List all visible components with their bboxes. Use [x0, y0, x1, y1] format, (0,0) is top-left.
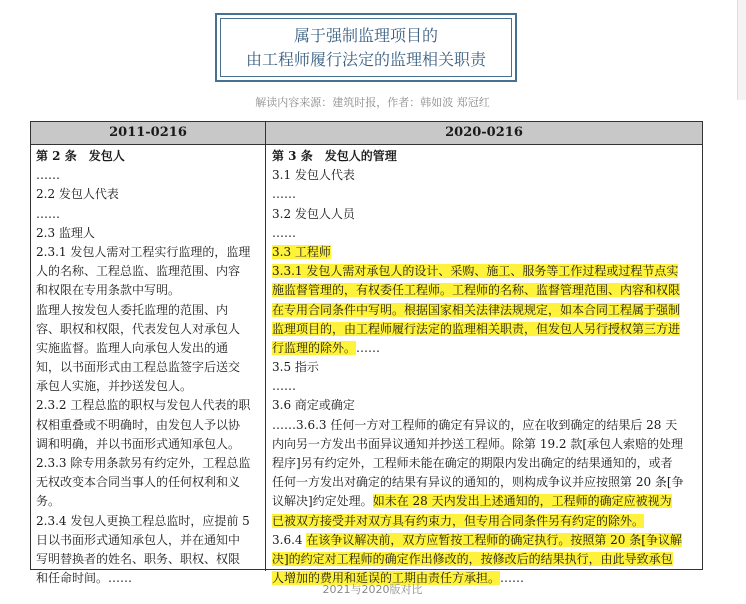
left-text-line: …… — [36, 168, 60, 183]
page-scrollbar[interactable] — [737, 0, 746, 100]
title-inner-frame — [220, 18, 512, 77]
left-text-line: 2.2 发包人代表 — [36, 187, 119, 202]
highlighted-text: 行监理的除外。 — [272, 340, 357, 355]
title-box — [215, 13, 517, 82]
left-text-line: 2.3.1 发包人需对工程实行监理的，监理 — [36, 244, 251, 259]
highlighted-text: 3.3 工程师 — [272, 244, 331, 259]
right-text-line — [272, 377, 700, 396]
right-text-line — [272, 205, 700, 224]
left-text-line: 和权限在专用条款中写明。 — [36, 283, 181, 298]
right-text-line — [272, 243, 700, 262]
highlighted-text: 决]的约定对工程师的确定作出修改的，按修改后的结果执行，由此导致承包 — [272, 551, 673, 566]
plain-text: ……3.6.3 任何一方对工程师的确定有异议的，应在收到确定的结果后 28 天 — [272, 417, 678, 432]
column-divider — [265, 122, 266, 571]
left-text-line: 和任命时间。…… — [36, 571, 133, 586]
left-text-line: 2.3 监理人 — [36, 225, 95, 240]
left-text-line: 监理人按发包人委托监理的范围、内 — [36, 302, 229, 317]
right-text-line — [272, 320, 700, 339]
plain-text: 3.2 发包人人员 — [272, 206, 355, 221]
plain-text: …… — [272, 187, 296, 202]
highlighted-text: 人增加的费用和延误的工期由责任方承担。 — [272, 571, 501, 586]
left-text-line: 人的名称、工程总监、监理范围、内容 — [36, 264, 241, 279]
right-text-line — [272, 531, 700, 550]
left-text-line: 知，以书面形式由工程总监签字后送交 — [36, 360, 241, 375]
highlighted-text: 已被双方接受并对双方具有约束力，但专用合同条件另有约定的除外。 — [272, 513, 645, 528]
left-text-line: 实施监督。监理人向承包人发出的通 — [36, 340, 229, 355]
right-text-line — [272, 454, 700, 473]
right-text-line — [272, 185, 700, 204]
plain-text: …… — [356, 340, 381, 355]
highlighted-text: 监理项目的，由工程师履行法定的监理相关职责，但发包人另行授权第三方进 — [272, 321, 681, 336]
plain-text: 3.6.4 — [272, 532, 307, 547]
right-text-line — [272, 435, 700, 454]
left-text-line: 写明替换者的姓名、职务、职权、权限 — [36, 551, 241, 566]
right-text-line — [272, 512, 700, 531]
header-right-2020: 2020-0216 — [445, 125, 523, 140]
right-text-line — [272, 339, 700, 358]
plain-text: 任何一方发出对确定的结果有异议的通知的，则构成争议并应按照第 20 条[争 — [272, 475, 684, 490]
figure-caption: 2021与2020版对比 — [322, 583, 423, 596]
title-line-1: 属于强制监理项目的 — [293, 25, 438, 45]
comparison-table — [30, 121, 703, 586]
right-text-line — [272, 262, 700, 281]
left-text-line: 务。 — [36, 494, 61, 509]
table-header-row — [31, 122, 702, 145]
left-text-line: 2.3.3 除专用条款另有约定外，工程总监 — [36, 456, 251, 470]
plain-text: …… — [500, 571, 525, 586]
left-text-line: 调和明确，并以书面形式通知承包人。 — [36, 436, 241, 451]
right-text-line — [272, 301, 700, 320]
right-text-line — [272, 358, 700, 377]
right-text-line — [272, 416, 700, 435]
left-column-2011-text — [36, 147, 260, 588]
right-text-line — [272, 492, 700, 511]
left-text-line: 日以书面形式通知承包人，并在通知中 — [36, 532, 241, 547]
source-note: 解读内容来源：建筑时报，作者：韩如波 郑冠红 — [255, 96, 490, 109]
plain-text: 议解决]约定处理。 — [272, 494, 373, 509]
title-line-2: 由工程师履行法定的监理相关职责 — [245, 49, 486, 69]
plain-text: 第 3 条 发包人的管理 — [272, 149, 397, 163]
right-text-line — [272, 166, 700, 185]
right-text-line — [272, 550, 700, 569]
left-text-line: 容、职权和权限，代表发包人对承包人 — [36, 321, 241, 336]
plain-text: 3.6 商定或确定 — [272, 398, 355, 413]
highlighted-text: 3.3.1 发包人需对承包人的设计、采购、施工、服务等工作过程或过程节点实 — [272, 264, 679, 279]
highlighted-text: 如未在 28 天内发出上述通知的，工程师的确定应被视为 — [372, 494, 672, 509]
highlighted-text: 在专用合同条件中写明。根据国家相关法律法规规定，如本合同工程属于强制 — [272, 302, 681, 317]
plain-text: 内向另一方发出书面异议通知并抄送工程师。除第 19.2 款[承包人索赔的处理 — [272, 436, 684, 451]
header-left-2011: 2011-0216 — [109, 125, 187, 140]
plain-text: 程序]另有约定外，工程师未能在确定的期限内发出确定的结果通知的，或者 — [272, 456, 673, 470]
left-text-line: 2.3.2 工程总监的职权与发包人代表的职 — [36, 398, 251, 413]
plain-text: 3.5 指示 — [272, 360, 319, 375]
right-text-line — [272, 224, 700, 243]
right-column-2020-text — [272, 147, 700, 588]
left-text-line: 承包人实施，并抄送发包人。 — [36, 379, 193, 394]
highlighted-text: 施监督管理的，有权委任工程师。工程师的名称、监督管理范围、内容和权限 — [272, 283, 681, 298]
left-text-line: 权相重叠或不明确时，由发包人予以协 — [36, 417, 241, 432]
left-text-line: …… — [36, 206, 60, 221]
right-text-line — [272, 281, 700, 300]
left-text-line: 无权改变本合同当事人的任何权利和义 — [36, 475, 241, 490]
plain-text: …… — [272, 225, 296, 240]
left-text-line: 第 2 条 发包人 — [36, 149, 125, 163]
right-text-line — [272, 473, 700, 492]
right-text-line — [272, 396, 700, 415]
left-text-line: 2.3.4 发包人更换工程总监时，应提前 5 — [36, 513, 250, 528]
highlighted-text: 在该争议解决前，双方应暂按工程师的确定执行。按照第 20 条[争议解 — [306, 532, 682, 547]
plain-text: 3.1 发包人代表 — [272, 168, 355, 183]
right-text-line — [272, 147, 700, 166]
plain-text: …… — [272, 379, 296, 394]
